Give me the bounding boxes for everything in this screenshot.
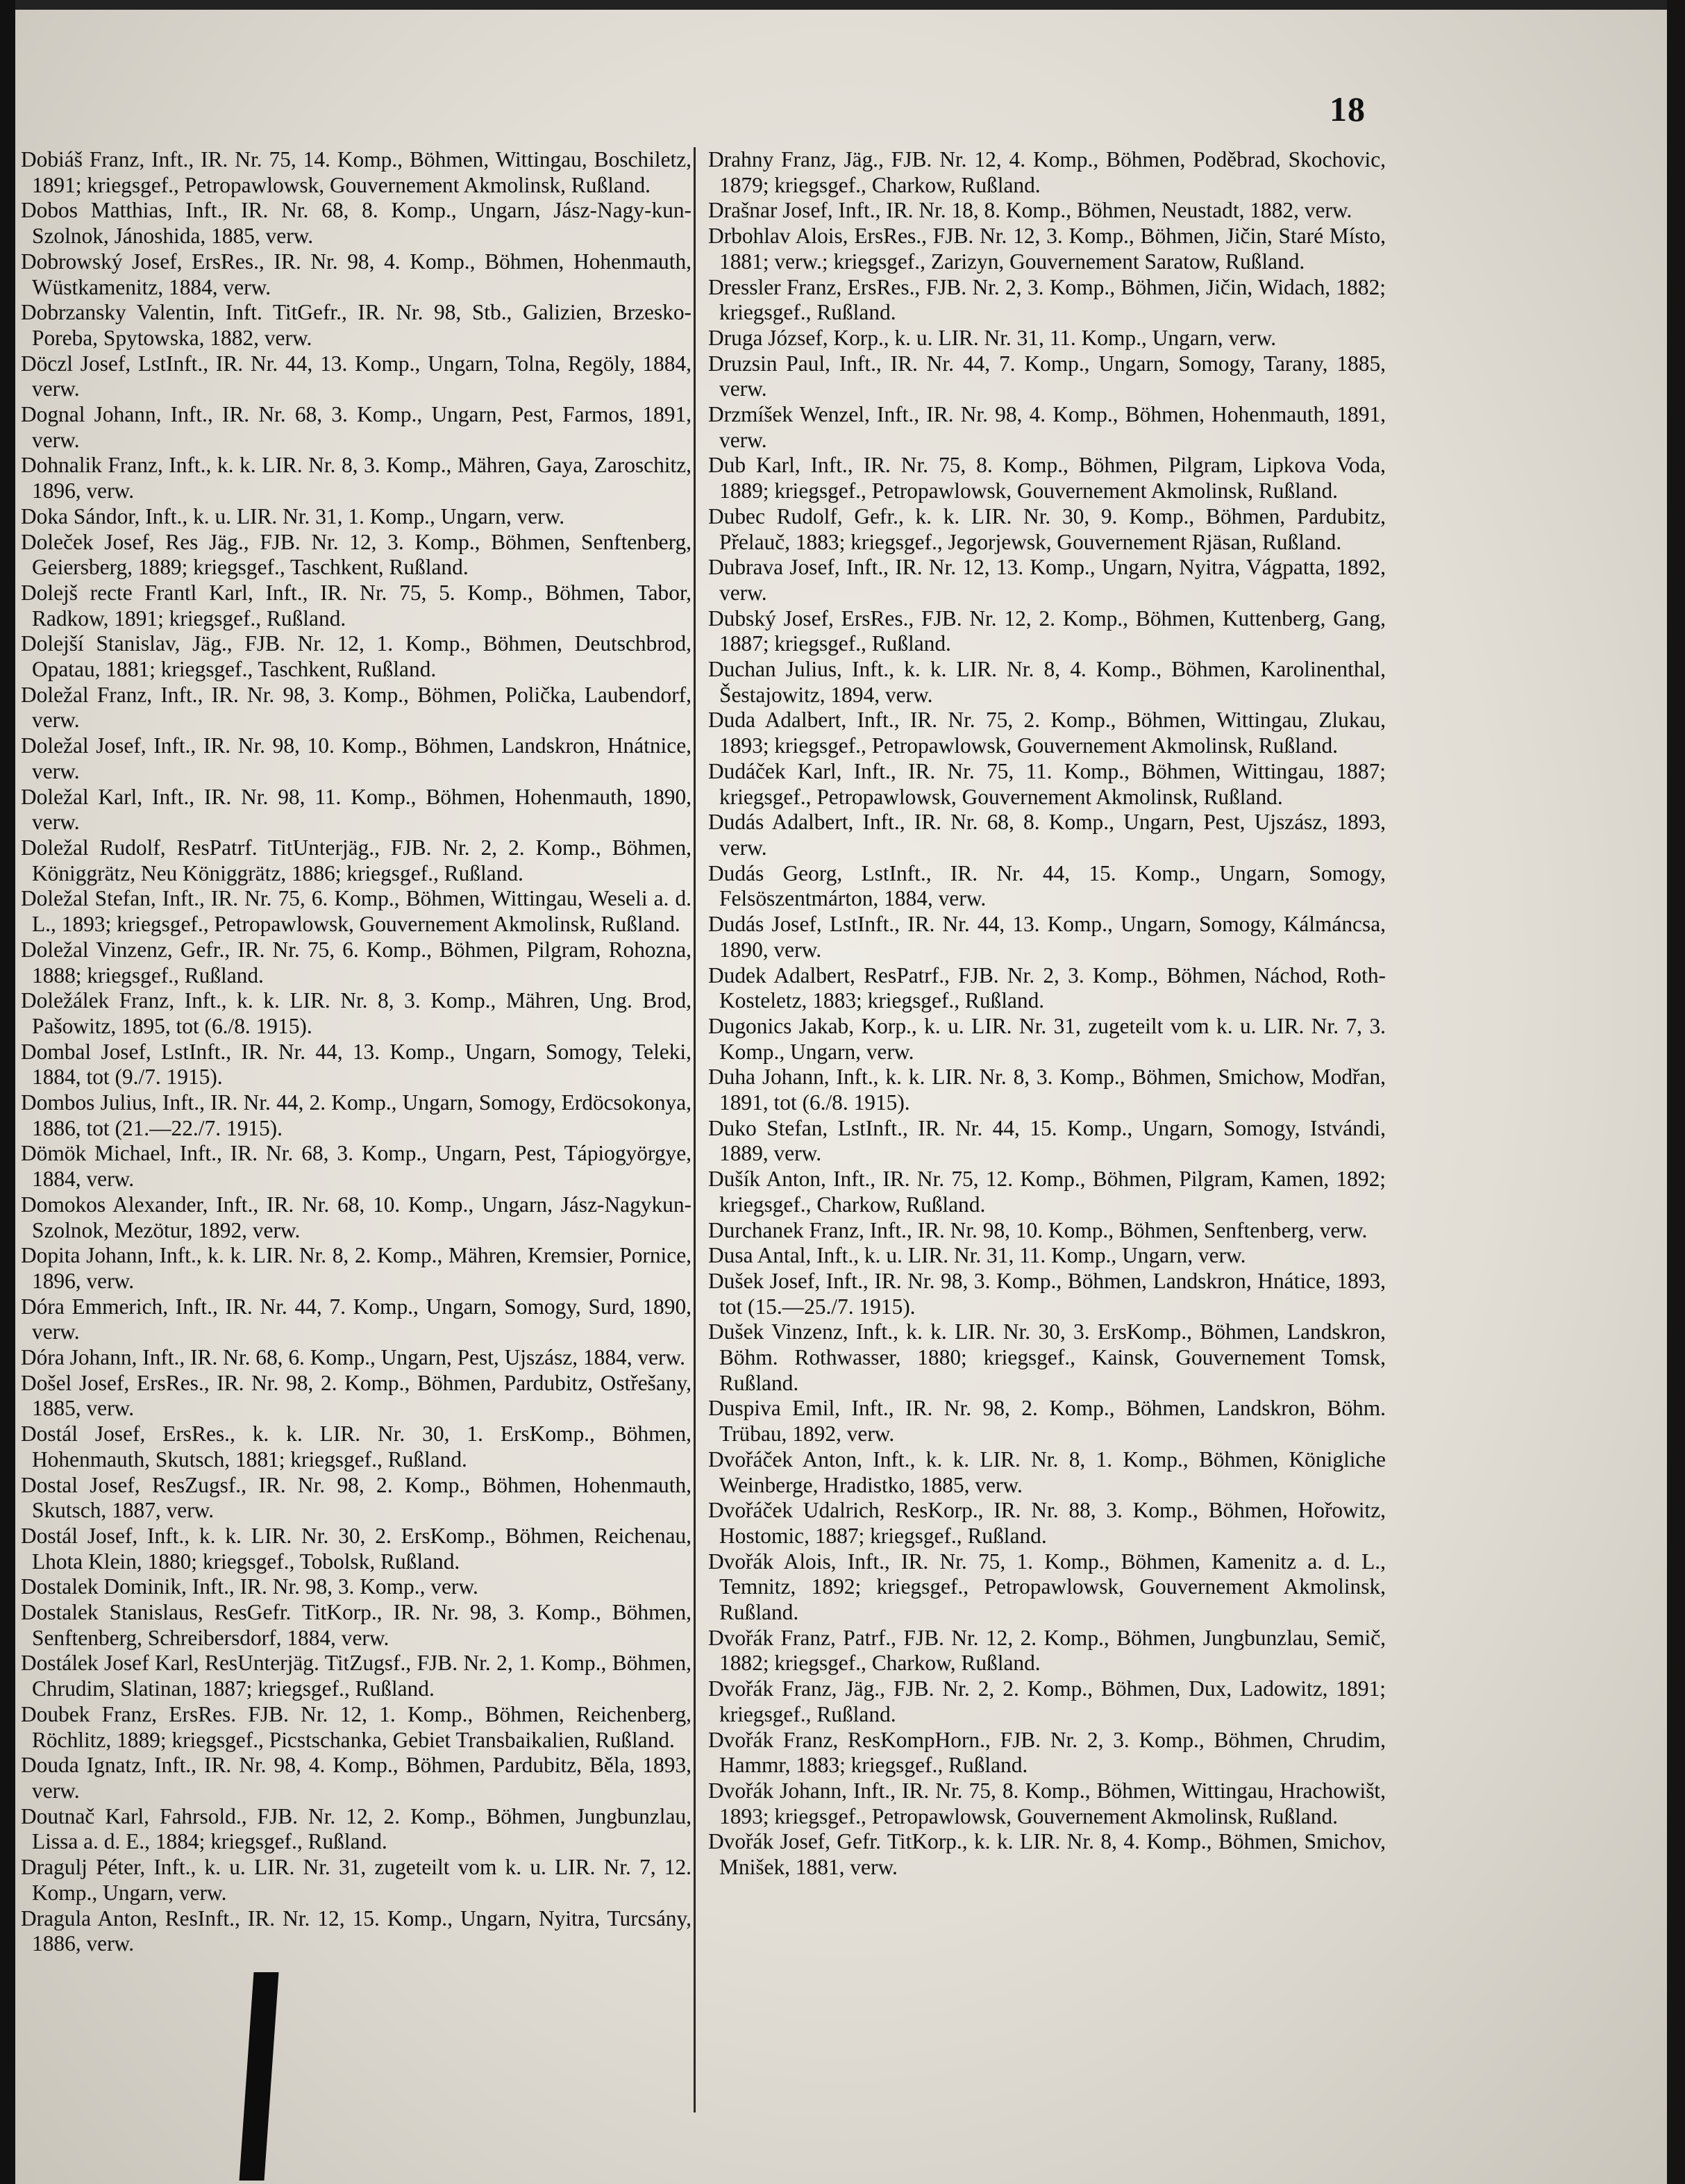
casualty-entry: Dobrzansky Valentin, Inft. TitGefr., IR. Nr. 98, Stb., Galizien, Brzesko-Poreba, Spytowska, 1882, verw. <box>21 300 691 350</box>
casualty-entry: Dvořák Josef, Gefr. TitKorp., k. k. LIR. Nr. 8, 4. Komp., Böhmen, Smichov, Mnišek, 1881, verw. <box>708 1829 1386 1880</box>
casualty-entry: Doležal Vinzenz, Gefr., IR. Nr. 75, 6. Komp., Böhmen, Pilgram, Rohozna, 1888; kriegsgef., Rußland. <box>21 937 691 987</box>
scan-ink-stain <box>240 1972 279 2181</box>
casualty-entry: Dostalek Stanislaus, ResGefr. TitKorp., IR. Nr. 98, 3. Komp., Böhmen, Senftenberg, Schreibersdorf, 1884, verw. <box>21 1600 691 1650</box>
casualty-entry: Drahny Franz, Jäg., FJB. Nr. 12, 4. Komp., Böhmen, Poděbrad, Skochovic, 1879; kriegsgef., Charkow, Rußland. <box>708 147 1386 197</box>
scan-edge-left <box>0 0 15 2184</box>
right-column <box>708 147 1386 1881</box>
casualty-entry: Dvořák Alois, Inft., IR. Nr. 75, 1. Komp., Böhmen, Kamenitz a. d. L., Temnitz, 1892; kriegsgef., Petropawlowsk, Gouvernement Akmolinsk, Rußland. <box>708 1549 1386 1625</box>
casualty-entry: Doležal Karl, Inft., IR. Nr. 98, 11. Komp., Böhmen, Hohenmauth, 1890, verw. <box>21 784 691 835</box>
casualty-entry: Doka Sándor, Inft., k. u. LIR. Nr. 31, 1. Komp., Ungarn, verw. <box>21 503 565 528</box>
casualty-entry: Dobos Matthias, Inft., IR. Nr. 68, 8. Komp., Ungarn, Jász-Nagy-kun-Szolnok, Jánoshida, 1885, verw. <box>21 198 691 249</box>
casualty-entry: Drzmíšek Wenzel, Inft., IR. Nr. 98, 4. Komp., Böhmen, Hohenmauth, 1891, verw. <box>708 402 1386 452</box>
casualty-entry: Dolejš recte Frantl Karl, Inft., IR. Nr. 75, 5. Komp., Böhmen, Tabor, Radkow, 1891; kriegsgef., Rußland. <box>21 580 691 631</box>
casualty-entry: Duda Adalbert, Inft., IR. Nr. 75, 2. Komp., Böhmen, Wittingau, Zlukau, 1893; kriegsgef., Petropawlowsk, Gouvernement Akmolinsk, Rußland. <box>708 708 1386 758</box>
casualty-entry: Dragula Anton, ResInft., IR. Nr. 12, 15. Komp., Ungarn, Nyitra, Turcsány, 1886, verw. <box>21 1906 691 1956</box>
page-number: 18 <box>1330 90 1366 128</box>
casualty-entry: Dóra Johann, Inft., IR. Nr. 68, 6. Komp., Ungarn, Pest, Ujszász, 1884, verw. <box>21 1345 685 1370</box>
casualty-entry: Doležal Stefan, Inft., IR. Nr. 75, 6. Komp., Böhmen, Wittingau, Weseli a. d. L., 1893; kriegsgef., Petropawlowsk, Gouvernement Akmolinsk, Rußland. <box>21 886 691 937</box>
casualty-entry: Dopita Johann, Inft., k. k. LIR. Nr. 8, 2. Komp., Mähren, Kremsier, Pornice, 1896, verw. <box>21 1243 691 1293</box>
column-divider <box>694 147 696 2112</box>
casualty-entry: Dohnalik Franz, Inft., k. k. LIR. Nr. 8, 3. Komp., Mähren, Gaya, Zaroschitz, 1896, verw. <box>21 453 691 503</box>
casualty-entry: Dvořáček Anton, Inft., k. k. LIR. Nr. 8, 1. Komp., Böhmen, Königliche Weinberge, Hradistko, 1885, verw. <box>708 1447 1386 1497</box>
casualty-entry: Duchan Julius, Inft., k. k. LIR. Nr. 8, 4. Komp., Böhmen, Karolinenthal, Šestajowitz, 1894, verw. <box>708 657 1386 707</box>
casualty-entry: Dostál Josef, ErsRes., k. k. LIR. Nr. 30, 1. ErsKomp., Böhmen, Hohenmauth, Skutsch, 1881; kriegsgef., Rußland. <box>21 1422 691 1472</box>
scan-edge-right <box>1667 0 1685 2184</box>
casualty-entry: Dudás Josef, LstInft., IR. Nr. 44, 13. Komp., Ungarn, Somogy, Kálmáncsa, 1890, verw. <box>708 912 1386 962</box>
casualty-entry: Doleček Josef, Res Jäg., FJB. Nr. 12, 3. Komp., Böhmen, Senftenberg, Geiersberg, 1889; kriegsgef., Taschkent, Rußland. <box>21 529 691 580</box>
casualty-entry: Dubec Rudolf, Gefr., k. k. LIR. Nr. 30, 9. Komp., Böhmen, Pardubitz, Přelauč, 1883; kriegsgef., Jegorjewsk, Gouvernement Rjäsan, Rußland. <box>708 503 1386 554</box>
casualty-entry: Dudáček Karl, Inft., IR. Nr. 75, 11. Komp., Böhmen, Wittingau, 1887; kriegsgef., Petropawlowsk, Gouvernement Akmolinsk, Rußland. <box>708 758 1386 809</box>
casualty-entry: Dombal Josef, LstInft., IR. Nr. 44, 13. Komp., Ungarn, Somogy, Teleki, 1884, tot (9./7. 1915). <box>21 1039 691 1090</box>
casualty-entry: Dressler Franz, ErsRes., FJB. Nr. 2, 3. Komp., Böhmen, Jičin, Widach, 1882; kriegsgef., Rußland. <box>708 274 1386 325</box>
casualty-entry: Dudás Adalbert, Inft., IR. Nr. 68, 8. Komp., Ungarn, Pest, Ujszász, 1893, verw. <box>708 810 1386 860</box>
casualty-entry: Dóra Emmerich, Inft., IR. Nr. 44, 7. Komp., Ungarn, Somogy, Surd, 1890, verw. <box>21 1294 691 1344</box>
casualty-entry: Dvořák Franz, ResKompHorn., FJB. Nr. 2, 3. Komp., Böhmen, Chrudim, Hammr, 1883; kriegsgef., Rußland. <box>708 1727 1386 1778</box>
casualty-entry: Dusa Antal, Inft., k. u. LIR. Nr. 31, 11. Komp., Ungarn, verw. <box>708 1243 1246 1268</box>
casualty-entry: Dostál Josef, Inft., k. k. LIR. Nr. 30, 2. ErsKomp., Böhmen, Reichenau, Lhota Klein, 1880; kriegsgef., Tobolsk, Rußland. <box>21 1523 691 1574</box>
casualty-entry: Duko Stefan, LstInft., IR. Nr. 44, 15. Komp., Ungarn, Somogy, Istvándi, 1889, verw. <box>708 1115 1386 1166</box>
casualty-entry: Dvořák Johann, Inft., IR. Nr. 75, 8. Komp., Böhmen, Wittingau, Hrachowišt, 1893; kriegsgef., Petropawlowsk, Gouvernement Akmolinsk, Rußland. <box>708 1778 1386 1828</box>
casualty-entry: Dvořák Franz, Patrf., FJB. Nr. 12, 2. Komp., Böhmen, Jungbunzlau, Semič, 1882; kriegsgef., Charkow, Rußland. <box>708 1625 1386 1676</box>
casualty-entry: Dugonics Jakab, Korp., k. u. LIR. Nr. 31, zugeteilt vom k. u. LIR. Nr. 7, 3. Komp., Ungarn, verw. <box>708 1013 1386 1064</box>
casualty-entry: Doutnač Karl, Fahrsold., FJB. Nr. 12, 2. Komp., Böhmen, Jungbunzlau, Lissa a. d. E., 1884; kriegsgef., Rußland. <box>21 1803 691 1854</box>
casualty-entry: Dömök Michael, Inft., IR. Nr. 68, 3. Komp., Ungarn, Pest, Tápiogyörgye, 1884, verw. <box>21 1141 691 1192</box>
casualty-entry: Dolejší Stanislav, Jäg., FJB. Nr. 12, 1. Komp., Böhmen, Deutschbrod, Opatau, 1881; kriegsgef., Taschkent, Rußland. <box>21 631 691 682</box>
casualty-entry: Douda Ignatz, Inft., IR. Nr. 98, 4. Komp., Böhmen, Pardubitz, Běla, 1893, verw. <box>21 1753 691 1803</box>
scan-edge-top <box>0 0 1685 10</box>
casualty-entry: Došel Josef, ErsRes., IR. Nr. 98, 2. Komp., Böhmen, Pardubitz, Ostřešany, 1885, verw. <box>21 1370 691 1421</box>
casualty-entry: Dostal Josef, ResZugsf., IR. Nr. 98, 2. Komp., Böhmen, Hohenmauth, Skutsch, 1887, verw. <box>21 1472 691 1523</box>
casualty-entry: Doležal Rudolf, ResPatrf. TitUnterjäg., FJB. Nr. 2, 2. Komp., Böhmen, Königgrätz, Neu Königgrätz, 1886; kriegsgef., Rußland. <box>21 835 691 885</box>
casualty-entry: Dušík Anton, Inft., IR. Nr. 75, 12. Komp., Böhmen, Pilgram, Kamen, 1892; kriegsgef., Charkow, Rußland. <box>708 1167 1386 1217</box>
casualty-entry: Dobrowský Josef, ErsRes., IR. Nr. 98, 4. Komp., Böhmen, Hohenmauth, Wüstkamenitz, 1884, verw. <box>21 249 691 299</box>
casualty-entry: Duspiva Emil, Inft., IR. Nr. 98, 2. Komp., Böhmen, Landskron, Böhm. Trübau, 1892, verw. <box>708 1396 1386 1447</box>
casualty-entry: Drašnar Josef, Inft., IR. Nr. 18, 8. Komp., Böhmen, Neustadt, 1882, verw. <box>708 198 1352 223</box>
casualty-entry: Dudás Georg, LstInft., IR. Nr. 44, 15. Komp., Ungarn, Somogy, Felsöszentmárton, 1884, verw. <box>708 860 1386 911</box>
casualty-entry: Dvořák Franz, Jäg., FJB. Nr. 2, 2. Komp., Böhmen, Dux, Ladowitz, 1891; kriegsgef., Rußland. <box>708 1676 1386 1726</box>
casualty-entry: Dvořáček Udalrich, ResKorp., IR. Nr. 88, 3. Komp., Böhmen, Hořowitz, Hostomic, 1887; kriegsgef., Rußland. <box>708 1498 1386 1548</box>
casualty-entry: Dostalek Dominik, Inft., IR. Nr. 98, 3. Komp., verw. <box>21 1574 478 1599</box>
casualty-entry: Dubský Josef, ErsRes., FJB. Nr. 12, 2. Komp., Böhmen, Kuttenberg, Gang, 1887; kriegsgef., Rußland. <box>708 606 1386 656</box>
left-column <box>21 147 691 1957</box>
casualty-entry: Doubek Franz, ErsRes. FJB. Nr. 12, 1. Komp., Böhmen, Reichenberg, Röchlitz, 1889; kriegsgef., Picstschanka, Gebiet Transbaikalien, Rußland. <box>21 1701 691 1752</box>
casualty-entry: Dragulj Péter, Inft., k. u. LIR. Nr. 31, zugeteilt vom k. u. LIR. Nr. 7, 12. Komp., Ungarn, verw. <box>21 1855 691 1905</box>
casualty-entry: Durchanek Franz, Inft., IR. Nr. 98, 10. Komp., Böhmen, Senftenberg, verw. <box>708 1217 1368 1242</box>
casualty-entry: Druga József, Korp., k. u. LIR. Nr. 31, 11. Komp., Ungarn, verw. <box>708 325 1277 350</box>
casualty-entry: Dušek Josef, Inft., IR. Nr. 98, 3. Komp., Böhmen, Landskron, Hnátice, 1893, tot (15.—25./7. 1915). <box>708 1268 1386 1319</box>
casualty-entry: Dombos Julius, Inft., IR. Nr. 44, 2. Komp., Ungarn, Somogy, Erdöcsokonya, 1886, tot (21.—22./7. 1915). <box>21 1090 691 1140</box>
casualty-entry: Dudek Adalbert, ResPatrf., FJB. Nr. 2, 3. Komp., Böhmen, Náchod, Roth-Kosteletz, 1883; kriegsgef., Rußland. <box>708 962 1386 1013</box>
casualty-entry: Dušek Vinzenz, Inft., k. k. LIR. Nr. 30, 3. ErsKomp., Böhmen, Landskron, Böhm. Rothwasser, 1880; kriegsgef., Kainsk, Gouvernement Tomsk, Rußland. <box>708 1319 1386 1395</box>
casualty-entry: Dognal Johann, Inft., IR. Nr. 68, 3. Komp., Ungarn, Pest, Farmos, 1891, verw. <box>21 402 691 452</box>
casualty-entry: Döczl Josef, LstInft., IR. Nr. 44, 13. Komp., Ungarn, Tolna, Regöly, 1884, verw. <box>21 351 691 401</box>
casualty-entry: Druzsin Paul, Inft., IR. Nr. 44, 7. Komp., Ungarn, Somogy, Tarany, 1885, verw. <box>708 351 1386 401</box>
casualty-entry: Doležálek Franz, Inft., k. k. LIR. Nr. 8, 3. Komp., Mähren, Ung. Brod, Pašowitz, 1895, tot (6./8. 1915). <box>21 988 691 1038</box>
casualty-entry: Doležal Franz, Inft., IR. Nr. 98, 3. Komp., Böhmen, Polička, Laubendorf, verw. <box>21 682 691 733</box>
casualty-entry: Drbohlav Alois, ErsRes., FJB. Nr. 12, 3. Komp., Böhmen, Jičin, Staré Místo, 1881; verw.; kriegsgef., Zarizyn, Gouvernement Saratow, Rußland. <box>708 224 1386 274</box>
casualty-entry: Domokos Alexander, Inft., IR. Nr. 68, 10. Komp., Ungarn, Jász-Nagykun-Szolnok, Mezötur, 1892, verw. <box>21 1192 691 1242</box>
casualty-entry: Doležal Josef, Inft., IR. Nr. 98, 10. Komp., Böhmen, Landskron, Hnátnice, verw. <box>21 733 691 783</box>
casualty-entry: Dubrava Josef, Inft., IR. Nr. 12, 13. Komp., Ungarn, Nyitra, Vágpatta, 1892, verw. <box>708 555 1386 605</box>
casualty-entry: Dostálek Josef Karl, ResUnterjäg. TitZugsf., FJB. Nr. 2, 1. Komp., Böhmen, Chrudim, Slatinan, 1887; kriegsgef., Rußland. <box>21 1651 691 1701</box>
casualty-entry: Dobiáš Franz, Inft., IR. Nr. 75, 14. Komp., Böhmen, Wittingau, Boschiletz, 1891; kriegsgef., Petropawlowsk, Gouvernement Akmolinsk, Rußland. <box>21 147 691 197</box>
casualty-entry: Duha Johann, Inft., k. k. LIR. Nr. 8, 3. Komp., Böhmen, Smichow, Modřan, 1891, tot (6./8. 1915). <box>708 1065 1386 1115</box>
casualty-entry: Dub Karl, Inft., IR. Nr. 75, 8. Komp., Böhmen, Pilgram, Lipkova Voda, 1889; kriegsgef., Petropawlowsk, Gouvernement Akmolinsk, Rußland. <box>708 453 1386 503</box>
